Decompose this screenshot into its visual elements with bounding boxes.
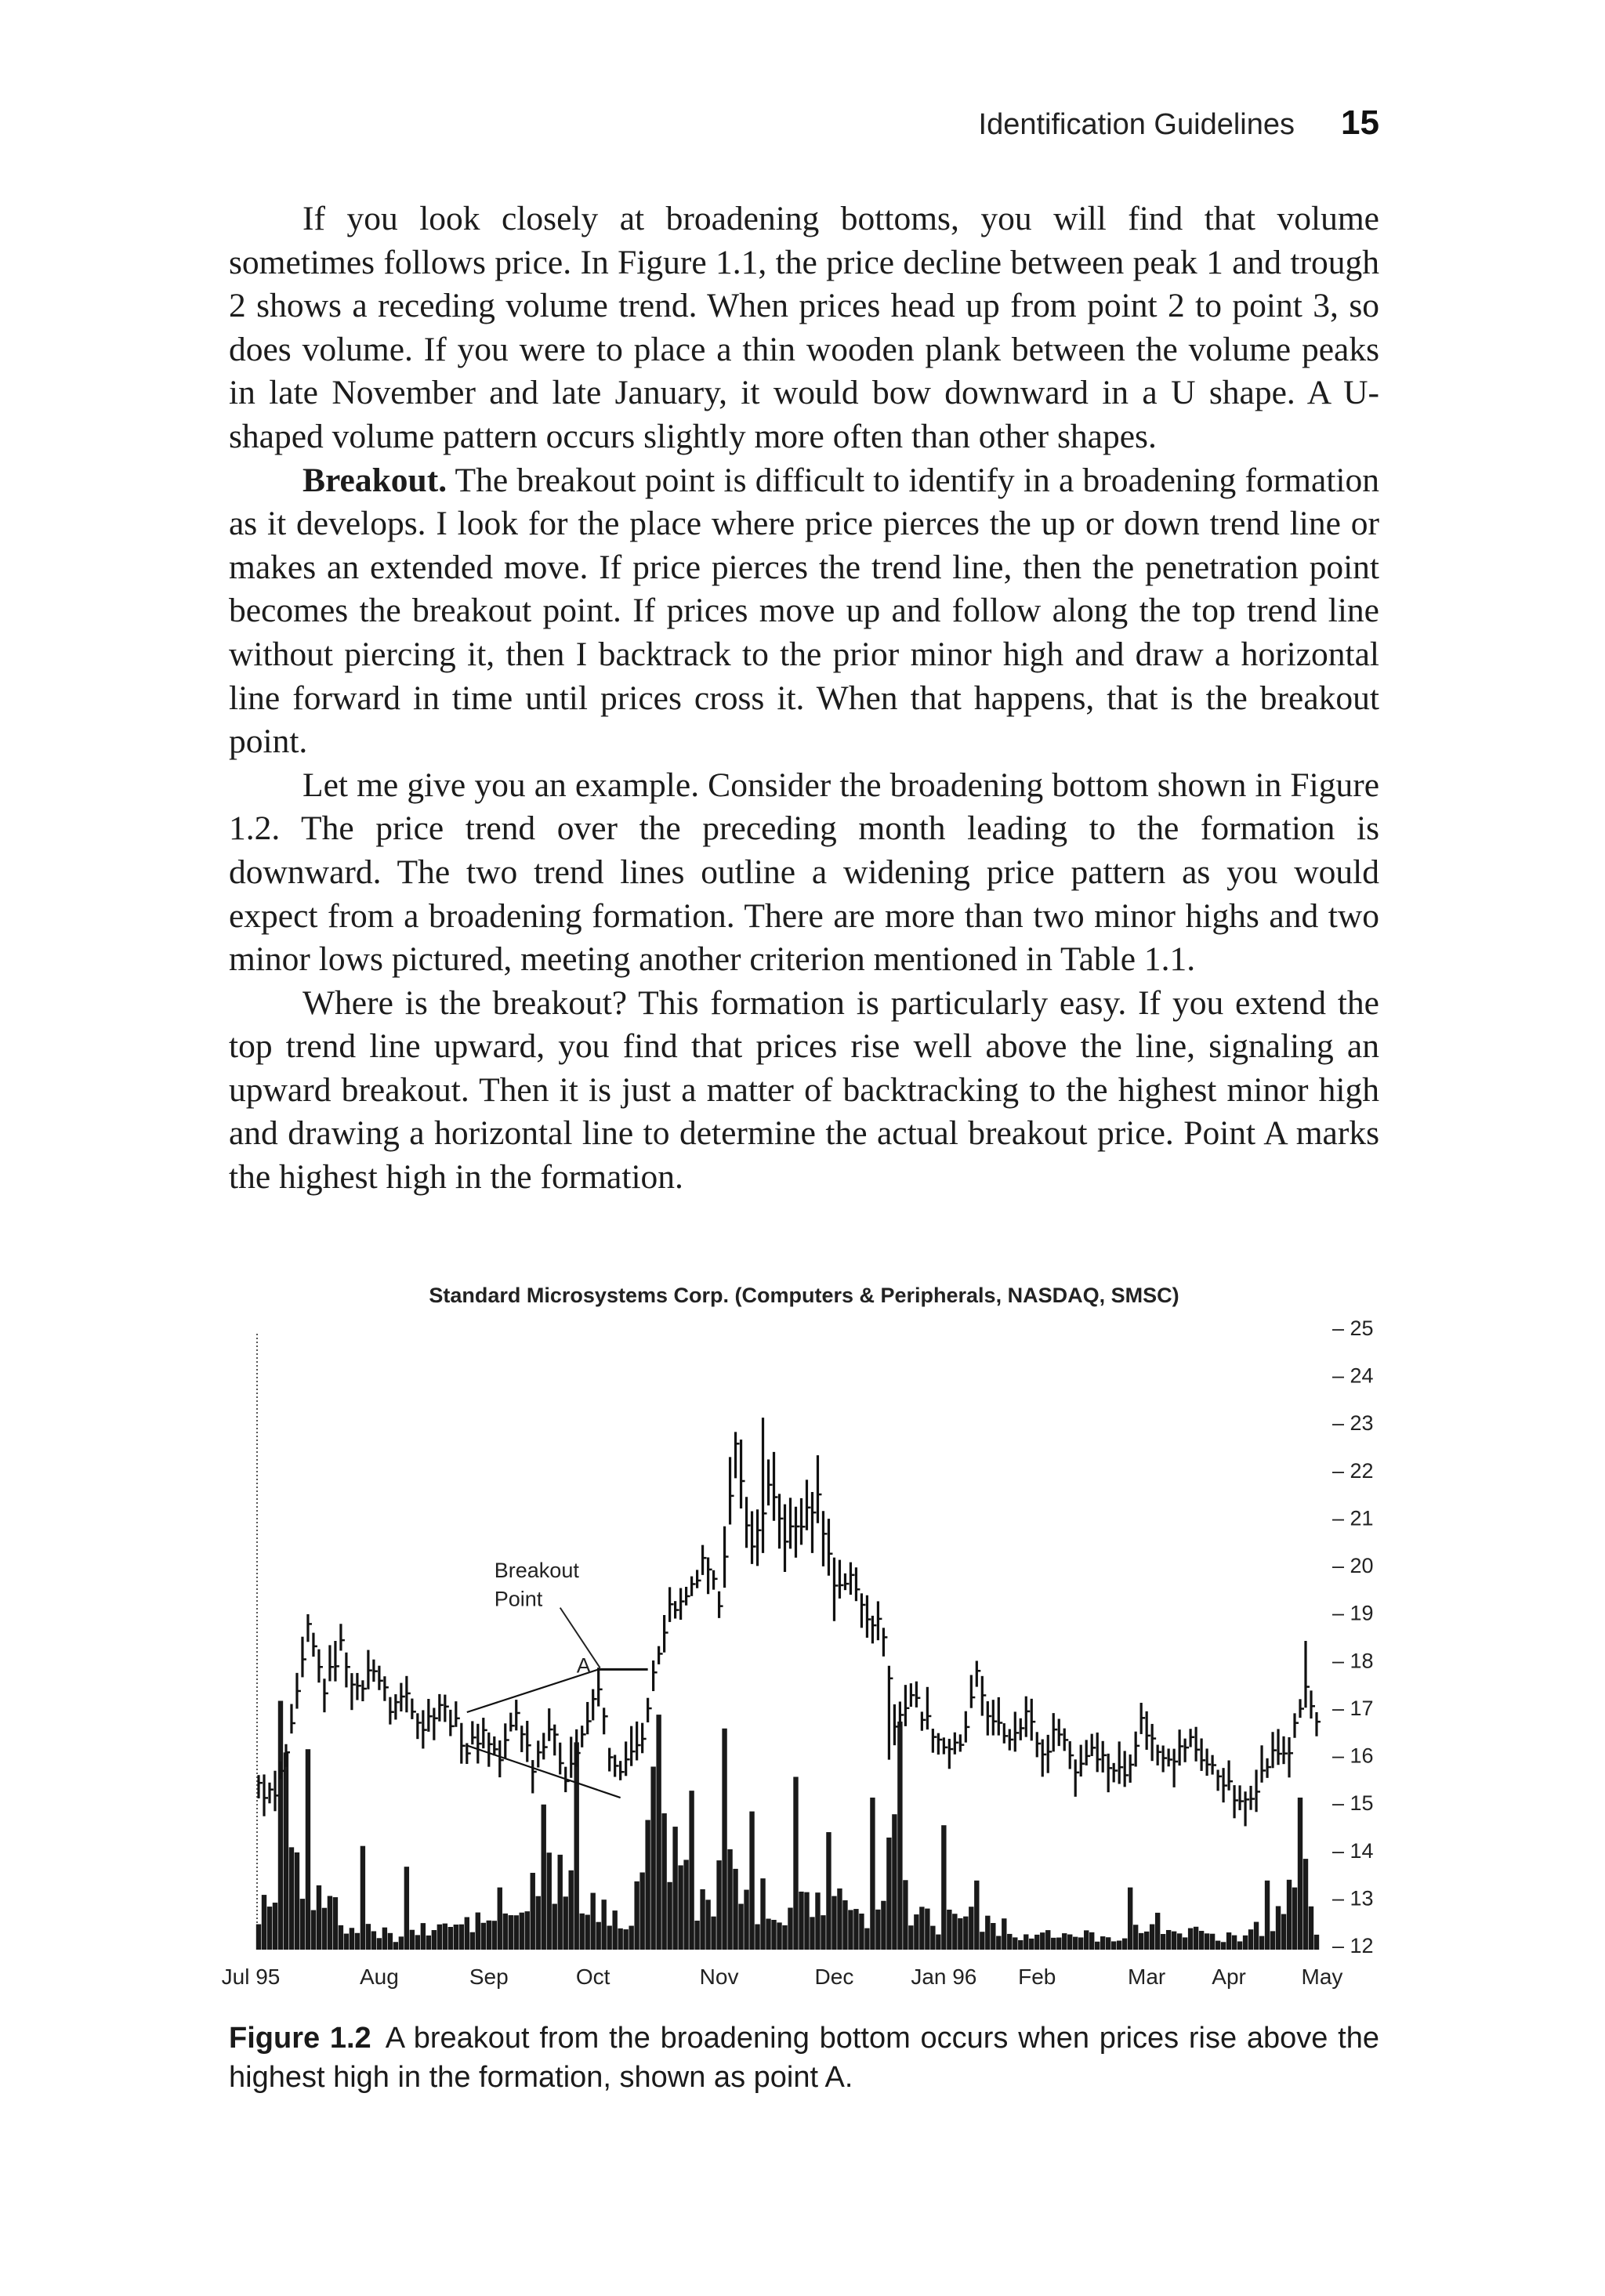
volume-bar — [985, 1916, 990, 1950]
volume-bar — [377, 1938, 382, 1950]
volume-bar — [415, 1935, 420, 1950]
volume-bar — [267, 1907, 272, 1950]
volume-bar — [1303, 1859, 1308, 1950]
volume-bar — [1139, 1933, 1143, 1950]
volume-bar — [1122, 1939, 1127, 1950]
volume-bar — [755, 1925, 759, 1950]
volume-bar — [1265, 1881, 1270, 1950]
volume-bar — [689, 1791, 694, 1950]
volume-bar — [558, 1855, 563, 1950]
volume-bar — [607, 1925, 611, 1950]
volume-bar — [1155, 1913, 1160, 1950]
volume-bar — [300, 1899, 305, 1950]
volume-bar — [892, 1814, 897, 1950]
volume-bar — [601, 1899, 606, 1950]
x-tick-label: Dec — [814, 1965, 854, 1989]
volume-bar — [476, 1913, 480, 1950]
point-a-label: A — [576, 1653, 591, 1678]
volume-bar — [542, 1805, 546, 1950]
volume-bar — [437, 1925, 442, 1950]
volume-bar — [1281, 1914, 1286, 1950]
volume-bar — [1002, 1918, 1006, 1950]
volume-bar — [1226, 1932, 1231, 1950]
paragraph-2 — [229, 459, 1379, 764]
volume-bar — [837, 1889, 842, 1950]
volume-bar — [661, 1813, 666, 1950]
volume-bar — [700, 1889, 705, 1950]
volume-bar — [1150, 1925, 1154, 1950]
volume-bar — [1259, 1936, 1264, 1950]
volume-bar — [1232, 1936, 1237, 1950]
caption-label: Figure 1.2 — [229, 2022, 371, 2055]
volume-bar — [629, 1926, 633, 1950]
y-tick-label: – 15 — [1332, 1791, 1374, 1816]
breakout-label-line1: Breakout — [494, 1559, 579, 1583]
volume-bar — [579, 1914, 584, 1950]
volume-bar — [289, 1847, 294, 1950]
volume-bar — [553, 1904, 557, 1950]
x-tick-label: May — [1301, 1965, 1343, 1989]
volume-bar — [810, 1917, 814, 1950]
volume-bar — [881, 1901, 886, 1950]
volume-bar — [672, 1827, 677, 1950]
running-head — [815, 102, 1379, 149]
volume-bar — [744, 1890, 748, 1950]
volume-bar — [793, 1777, 798, 1950]
volume-bar — [350, 1928, 354, 1950]
volume-bar — [875, 1910, 880, 1950]
volume-bar — [996, 1936, 1001, 1950]
volume-bar — [1172, 1932, 1176, 1950]
x-tick-label: Oct — [575, 1965, 610, 1989]
volume-bar — [1216, 1941, 1220, 1950]
y-tick-label: – 19 — [1332, 1601, 1374, 1625]
volume-bar — [311, 1910, 316, 1950]
volume-bar — [1045, 1930, 1050, 1950]
volume-bar — [831, 1896, 836, 1950]
volume-bar — [963, 1917, 968, 1950]
volume-bar — [1314, 1935, 1319, 1950]
volume-bar — [650, 1766, 655, 1950]
volume-bar — [738, 1904, 743, 1950]
volume-bar — [1040, 1932, 1045, 1950]
volume-bar — [596, 1922, 600, 1950]
x-tick-label: Feb — [1018, 1965, 1056, 1989]
volume-bar — [355, 1933, 360, 1950]
volume-bar — [366, 1924, 371, 1950]
volume-bar — [645, 1820, 650, 1950]
volume-bar — [639, 1872, 644, 1950]
volume-bar — [788, 1908, 792, 1950]
volume-bar — [273, 1903, 277, 1950]
volume-bar — [749, 1812, 754, 1950]
volume-bar — [1166, 1930, 1171, 1950]
paragraph-3: Let me give you an example. Consider the broadening bottom shown in Figure 1.2. The price trend over the preceding month leading to the formation is downward. The two trend lines outline a widening price pattern as you would expect from a broadening formation. There are more than two minor highs and two minor lows pictured, meeting another criterion mentioned in Table 1.1. — [229, 766, 1379, 979]
volume-bar — [667, 1882, 672, 1950]
volume-bar — [328, 1896, 332, 1950]
volume-bar — [563, 1896, 568, 1950]
volume-bar — [459, 1925, 464, 1950]
volume-bar — [465, 1918, 469, 1950]
volume-bar — [618, 1928, 622, 1950]
volume-bar — [711, 1917, 716, 1950]
volume-bar — [1270, 1931, 1275, 1950]
volume-bar — [733, 1869, 737, 1950]
x-tick-label: Nov — [699, 1965, 739, 1989]
volume-bar — [1243, 1936, 1248, 1950]
volume-bar — [1100, 1936, 1105, 1950]
volume-bar — [1018, 1940, 1023, 1950]
volume-bar — [1034, 1935, 1039, 1950]
volume-bar — [481, 1923, 486, 1950]
volume-bar — [454, 1925, 458, 1950]
figure-caption — [229, 2019, 1379, 2097]
volume-bar — [1095, 1942, 1100, 1950]
page-number: 15 — [1341, 103, 1379, 142]
volume-bar — [1210, 1934, 1215, 1950]
volume-bar — [1144, 1932, 1149, 1950]
volume-bar — [1194, 1927, 1198, 1950]
volume-bar — [426, 1936, 431, 1950]
volume-bar — [870, 1798, 875, 1950]
volume-bar — [1248, 1929, 1253, 1950]
x-tick-label: Mar — [1128, 1965, 1166, 1989]
volume-bar — [536, 1896, 541, 1950]
volume-bar — [1106, 1937, 1110, 1950]
volume-bar — [1254, 1922, 1259, 1950]
caption-text: A breakout from the broadening bottom occurs when prices rise above the highest high in the formation, shown as point A. — [229, 2022, 1379, 2094]
volume-bar — [903, 1880, 908, 1950]
y-tick-label: – 13 — [1332, 1886, 1374, 1910]
x-tick-label: Jan 96 — [911, 1965, 977, 1989]
volume-bar — [766, 1918, 770, 1950]
y-tick-label: – 16 — [1332, 1744, 1374, 1768]
volume-bar — [1056, 1938, 1061, 1950]
volume-bar — [1089, 1932, 1094, 1950]
volume-bar — [908, 1925, 913, 1950]
volume-bar — [360, 1846, 365, 1950]
volume-bar — [727, 1849, 732, 1950]
volume-bar — [771, 1920, 776, 1950]
volume-bar — [1067, 1935, 1072, 1950]
paragraph-2-text: The breakout point is difficult to identify in a broadening formation as it develops. I look for the place where price pierces the up or down trend line or makes an extended move. If price pierces the trend line, then the penetration point becomes the breakout point. If prices move up and follow along the top trend line without piercing it, then I backtrack to the prior minor high and draw a horizontal line forward in time until prices cross it. When that happens, that is the breakout point. — [229, 461, 1379, 761]
volume-bar — [1128, 1888, 1132, 1950]
volume-bar — [848, 1910, 853, 1950]
volume-bar — [980, 1932, 984, 1950]
volume-bar — [1013, 1937, 1017, 1950]
volume-bar — [1073, 1937, 1078, 1950]
volume-bar — [782, 1925, 787, 1950]
volume-bar — [322, 1908, 327, 1950]
volume-bar — [443, 1924, 447, 1950]
volume-bar — [826, 1832, 831, 1950]
volume-bar — [925, 1909, 929, 1950]
volume-bar — [1199, 1931, 1204, 1950]
volume-bar — [853, 1909, 858, 1950]
volume-bar — [815, 1892, 820, 1950]
y-tick-label: – 21 — [1332, 1506, 1374, 1530]
volume-bar — [333, 1897, 338, 1950]
volume-bar — [1051, 1938, 1056, 1950]
volume-bar — [1078, 1937, 1083, 1950]
y-tick-label: – 24 — [1332, 1363, 1374, 1388]
x-tick-label: Apr — [1212, 1965, 1246, 1989]
volume-bar — [1117, 1940, 1121, 1950]
volume-bar — [705, 1899, 710, 1950]
chart-title: Standard Microsystems Corp. (Computers & Peripherals, NASDAQ, SMSC) — [429, 1284, 1179, 1307]
paragraph-4: Where is the breakout? This formation is particularly easy. If you extend the top trend line upward, you find that prices rise well above the line, signaling an upward breakout. Then it is just a matter of backtracking to the highest minor high and drawing a horizontal line to determine the actual breakout price. Point A marks the highest high in the formation. — [229, 983, 1379, 1197]
volume-bar — [930, 1926, 935, 1950]
volume-bar — [897, 1722, 902, 1950]
volume-bar — [864, 1928, 869, 1950]
volume-bar — [958, 1918, 962, 1950]
volume-bar — [344, 1934, 349, 1950]
volume-bar — [509, 1915, 513, 1950]
x-tick-label: Sep — [469, 1965, 509, 1989]
volume-bar — [503, 1914, 508, 1950]
volume-bar — [634, 1881, 639, 1950]
volume-bar — [492, 1921, 497, 1950]
volume-bar — [514, 1915, 519, 1950]
volume-bar — [969, 1907, 973, 1950]
volume-bar — [498, 1888, 502, 1950]
y-tick-label: – 25 — [1332, 1316, 1374, 1340]
volume-bar — [1276, 1906, 1281, 1950]
price-volume-chart — [204, 1309, 1403, 2006]
volume-bar — [262, 1895, 266, 1950]
breakout-heading: Breakout. — [303, 461, 447, 499]
volume-bar — [656, 1715, 661, 1950]
volume-bar — [470, 1932, 475, 1950]
y-tick-label: – 22 — [1332, 1458, 1374, 1483]
volume-bar — [1062, 1933, 1067, 1950]
volume-bar — [1133, 1925, 1138, 1950]
x-tick-label: Jul 95 — [221, 1965, 281, 1989]
y-tick-label: – 12 — [1332, 1934, 1374, 1957]
volume-bar — [574, 1742, 578, 1950]
volume-bar — [1205, 1933, 1209, 1950]
volume-bar — [941, 1825, 946, 1950]
volume-bar — [974, 1881, 979, 1950]
y-tick-label: – 23 — [1332, 1411, 1374, 1436]
volume-bar — [612, 1910, 617, 1950]
y-tick-label: – 20 — [1332, 1554, 1374, 1578]
volume-bar — [1024, 1934, 1028, 1950]
volume-bar — [1221, 1942, 1226, 1950]
y-tick-label: – 14 — [1332, 1838, 1374, 1863]
volume-bar — [393, 1942, 398, 1950]
volume-bar — [585, 1915, 589, 1950]
y-tick-label: – 17 — [1332, 1696, 1374, 1720]
volume-bar — [952, 1914, 957, 1950]
y-tick-label: – 18 — [1332, 1649, 1374, 1673]
volume-bar — [531, 1873, 535, 1950]
volume-bar — [1084, 1930, 1089, 1950]
volume-bar — [799, 1892, 803, 1950]
volume-bar — [410, 1930, 415, 1950]
volume-bar — [991, 1923, 995, 1950]
volume-bar — [284, 1752, 288, 1950]
volume-bar — [1111, 1941, 1116, 1950]
volume-bar — [525, 1911, 530, 1950]
volume-bar — [722, 1729, 726, 1950]
volume-bar — [1298, 1798, 1302, 1950]
volume-bar — [1292, 1888, 1297, 1950]
running-title: Identification Guidelines — [978, 108, 1295, 141]
volume-bar — [1029, 1939, 1034, 1950]
breakout-label-line2: Point — [494, 1587, 543, 1611]
body-text — [229, 197, 1379, 1200]
volume-bar — [859, 1914, 864, 1950]
volume-bar — [1177, 1933, 1182, 1950]
volume-bar — [804, 1892, 809, 1950]
volume-bar — [678, 1865, 683, 1950]
volume-bar — [448, 1927, 453, 1950]
volume-bar — [421, 1923, 426, 1950]
volume-bar — [278, 1700, 283, 1950]
x-tick-label: Aug — [359, 1965, 399, 1989]
volume-bar — [694, 1921, 699, 1950]
volume-bar — [1161, 1934, 1165, 1950]
volume-bar — [842, 1900, 847, 1950]
volume-bar — [1237, 1941, 1242, 1950]
volume-bar — [1309, 1907, 1313, 1950]
volume-bar — [371, 1931, 376, 1950]
volume-bar — [382, 1928, 387, 1950]
volume-bar — [317, 1885, 321, 1950]
volume-bar — [520, 1913, 524, 1950]
volume-bar — [590, 1893, 595, 1950]
volume-bar — [821, 1915, 825, 1950]
volume-bar — [1188, 1928, 1193, 1950]
volume-bar — [886, 1838, 891, 1950]
volume-bar — [919, 1907, 924, 1950]
volume-bar — [947, 1910, 951, 1950]
volume-bar — [432, 1930, 437, 1950]
volume-bar — [388, 1933, 393, 1950]
volume-bar — [936, 1935, 940, 1950]
volume-bar — [306, 1749, 310, 1950]
volume-bar — [339, 1925, 343, 1950]
volume-bar — [547, 1852, 552, 1950]
volume-bar — [760, 1878, 765, 1950]
volume-bar — [1183, 1937, 1187, 1950]
volume-bar — [569, 1870, 574, 1950]
volume-bar — [623, 1929, 628, 1950]
volume-bar — [914, 1914, 918, 1950]
volume-bar — [1287, 1880, 1292, 1950]
volume-bar — [487, 1921, 491, 1950]
volume-bar — [399, 1936, 404, 1950]
volume-bar — [404, 1867, 409, 1950]
volume-bar — [295, 1852, 299, 1950]
volume-bar — [777, 1922, 781, 1950]
paragraph-1: If you look closely at broadening bottoms, you will find that volume sometimes follows price. In Figure 1.1, the price decline between peak 1 and trough 2 shows a receding volume trend. When prices head up from point 2 to point 3, so does volume. If you were to place a thin wooden plank between the volume peaks in late November and late January, it would bow downward in a U shape. A U-shaped volume pattern occurs slightly more often than other shapes. — [229, 200, 1379, 455]
volume-bar — [256, 1925, 261, 1950]
volume-bar — [683, 1860, 688, 1950]
volume-bar — [1007, 1934, 1012, 1950]
volume-bar — [716, 1860, 721, 1950]
